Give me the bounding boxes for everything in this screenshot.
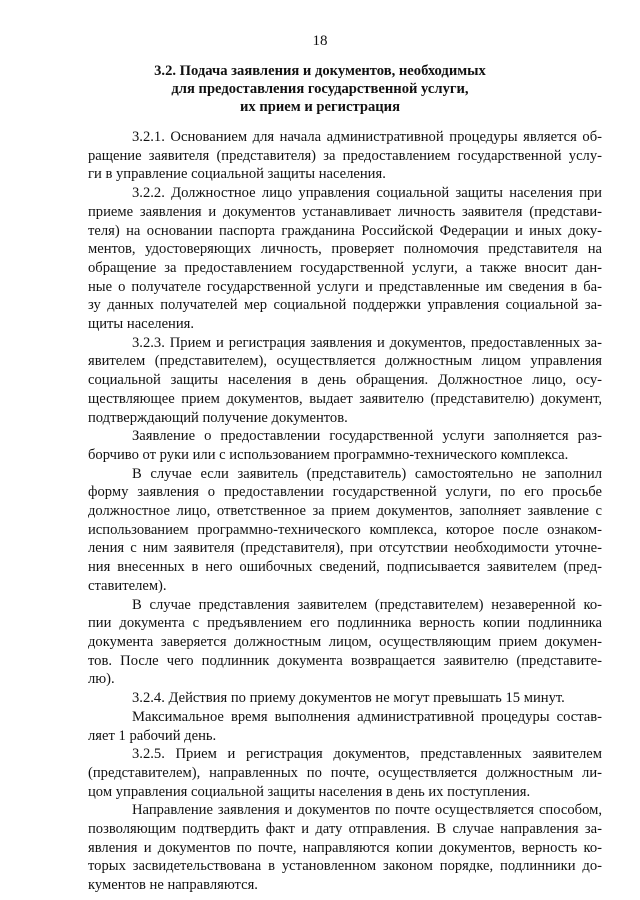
text-line: Направление заявления и документов по почте осуществляется способом,	[132, 802, 602, 819]
text-line: пии документа с предъявлением его подлинника верность копии подлинника	[88, 615, 602, 632]
text-line: В случае представления заявителем (представителем) незаверенной ко-	[132, 596, 602, 613]
text-line: ращение заявителя (представителя) за предоставлением государственной услу-	[88, 147, 602, 164]
heading-line: их прием и регистрация	[240, 99, 400, 115]
text-line: торых засвидетельствована в установленном законом порядке, подлинники до-	[88, 858, 602, 875]
text-line: ляет 1 рабочий день.	[88, 727, 217, 744]
text-line: приеме заявления и документов устанавливает личность заявителя (представи-	[88, 203, 602, 220]
body-text	[88, 128, 602, 895]
text-line: явителем (представителем), осуществляется должностным лицом управления	[88, 353, 602, 370]
text-line: теля) на основании паспорта гражданина Российской Федерации и иных доку-	[88, 222, 602, 239]
text-line: ществляющее прием документов, выдает заявителю (представителю) документ,	[88, 390, 602, 407]
text-line: ги в управление социальной защиты населения.	[88, 166, 386, 183]
heading-line: для предоставления государственной услуги,	[171, 81, 469, 97]
text-line: тов. После чего подлинник документа возвращается заявителю (представите-	[88, 652, 602, 669]
text-line: явления и документов по почте, направляются копии документов, верность ко-	[88, 839, 602, 856]
text-line: 3.2.4. Действия по приему документов не могут превышать 15 минут.	[132, 690, 565, 707]
text-line: подтверждающий получение документов.	[88, 409, 348, 426]
heading-line: 3.2. Подача заявления и документов, необходимых	[154, 63, 486, 79]
text-line: ные о получателе государственной услуги и представленные им сведения в ба-	[88, 278, 602, 295]
text-line: лю).	[88, 671, 115, 688]
text-line: щиты населения.	[88, 316, 195, 333]
text-line: зу данных получателей мер социальной поддержки управления социальной за-	[88, 297, 602, 314]
text-line: цом управления социальной защиты населения в день их поступления.	[88, 783, 531, 800]
text-line: ния внесенных в него ошибочных сведений, подписывается заявителем (пред-	[88, 559, 602, 576]
text-line: Максимальное время выполнения административной процедуры состав-	[132, 708, 602, 725]
text-line: 3.2.3. Прием и регистрация заявления и документов, предоставленных за-	[132, 334, 602, 351]
text-line: позволяющим подтвердить факт и дату отправления. В случае направления за-	[88, 821, 602, 838]
text-line: форму заявления о предоставлении государственной услуги, по его просьбе	[88, 484, 602, 501]
section-heading	[60, 62, 580, 116]
text-line: (представителем), направленных по почте, осуществляется должностным ли-	[88, 764, 602, 781]
text-line: должностное лицо, ответственное за прием документов, заполняет заявление с	[88, 503, 602, 520]
text-line: документа заверяется должностным лицом, осуществляющим прием докумен-	[88, 633, 602, 650]
text-line: 3.2.5. Прием и регистрация документов, представленных заявителем	[132, 746, 602, 763]
text-line: 3.2.1. Основанием для начала административной процедуры является об-	[132, 129, 602, 145]
text-line: кументов не направляются.	[88, 877, 258, 894]
text-line: обращение за предоставлением государственной услуги, а также вносит дан-	[88, 259, 602, 276]
text-line: 3.2.2. Должностное лицо управления социальной защиты населения при	[132, 185, 602, 202]
text-line: ления с ним заявителя (представителя), при отсутствии необходимости уточне-	[88, 540, 602, 557]
text-line: борчиво от руки или с использованием программно-технического комплекса.	[88, 446, 569, 463]
text-line: ментов, удостоверяющих личность, проверяет полномочия представителя на	[88, 241, 602, 258]
text-line: социальной защиты населения в день обращения. Должностное лицо, осу-	[88, 372, 602, 389]
text-line: использованием программно-технического комплекса, которое после ознаком-	[88, 521, 602, 538]
text-line: В случае если заявитель (представитель) самостоятельно не заполнил	[132, 465, 602, 482]
page-number: 18	[312, 33, 328, 49]
text-line: ставителем).	[88, 577, 167, 594]
text-line: Заявление о предоставлении государственной услуги заполняется раз-	[132, 428, 602, 445]
